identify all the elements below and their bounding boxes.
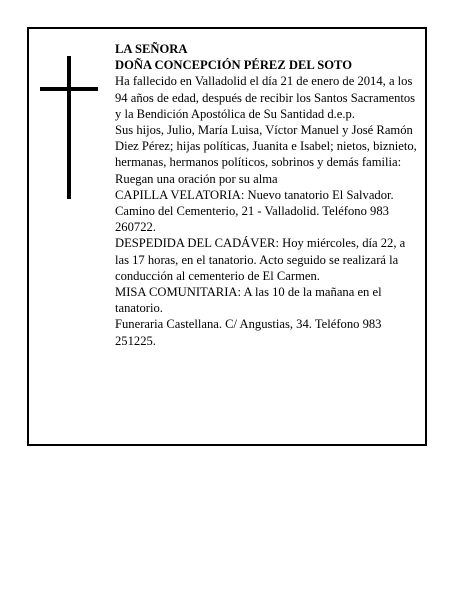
- obituary-notice: [27, 27, 427, 446]
- funeral-home-info: Funeraria Castellana. C/ Angustias, 34. Teléfono 983 251225.: [115, 317, 382, 348]
- cross-horizontal-bar: [40, 87, 98, 91]
- cross-vertical-bar: [67, 56, 71, 199]
- latin-cross-icon: [40, 56, 98, 199]
- deceased-name: DOÑA CONCEPCIÓN PÉREZ DEL SOTO: [115, 58, 352, 73]
- deceased-honorific: LA SEÑORA: [115, 42, 188, 56]
- farewell-info: DESPEDIDA DEL CADÁVER: Hoy miércoles, día 22, a las 17 horas, en el tanatorio. Acto seguido se realizará la conducción al cementerio de El Carmen.: [115, 236, 406, 283]
- death-announcement: Ha fallecido en Valladolid el día 21 de enero de 2014, a los 94 años de edad, después de recibir los Santos Sacramentos y la Bendición Apostólica de Su Santidad d.e.p.: [115, 74, 416, 121]
- wake-chapel-info: CAPILLA VELATORIA: Nuevo tanatorio El Salvador. Camino del Cementerio, 21 - Valladolid. Teléfono 983 260722.: [115, 187, 394, 235]
- notice-text: [115, 41, 421, 349]
- prayer-request: Ruegan una oración por su alma: [115, 171, 278, 186]
- mass-info: MISA COMUNITARIA: A las 10 de la mañana en el tanatorio.: [115, 285, 382, 316]
- family-list: Sus hijos, Julio, María Luisa, Víctor Manuel y José Ramón Diez Pérez; hijas políticas, Juanita e Isabel; nietos, biznieto, hermanas, hermanos políticos, sobrinos y demás familia:: [115, 123, 417, 170]
